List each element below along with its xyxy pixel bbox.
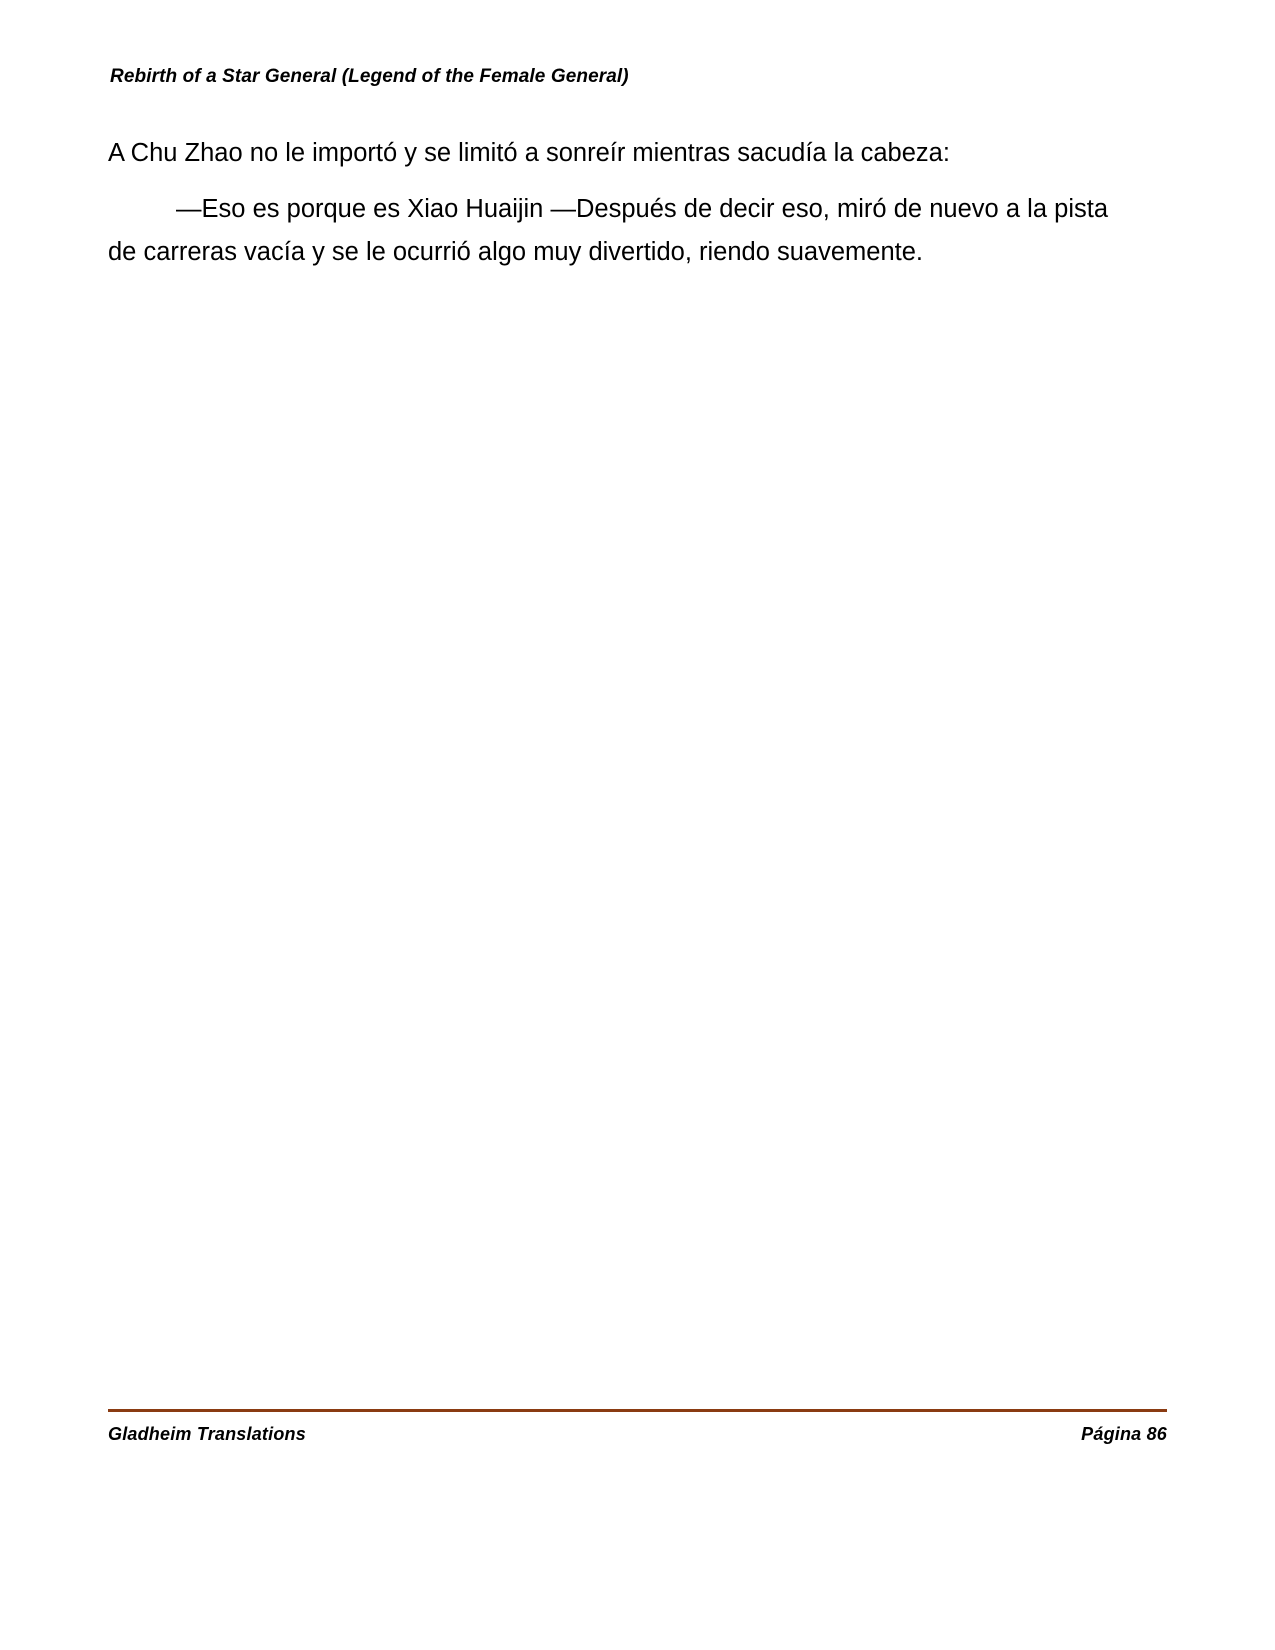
footer-page-number: Página 86 [1081,1424,1167,1444]
paragraph: A Chu Zhao no le importó y se limitó a sonreír mientras sacudía la cabeza: [108,139,950,167]
footer-divider [108,1409,1167,1412]
document-body [108,132,1108,274]
paragraph: —Eso es porque es Xiao Huaijin —Después de decir eso, miró de nuevo a la pista de carreras vacía y se le ocurrió algo muy divertido, riendo suavemente. [108,195,1108,266]
footer-translator-credit: Gladheim Translations [108,1424,306,1444]
page-header-title: Rebirth of a Star General (Legend of the Female General) [110,66,629,87]
page-footer [108,1424,1167,1445]
